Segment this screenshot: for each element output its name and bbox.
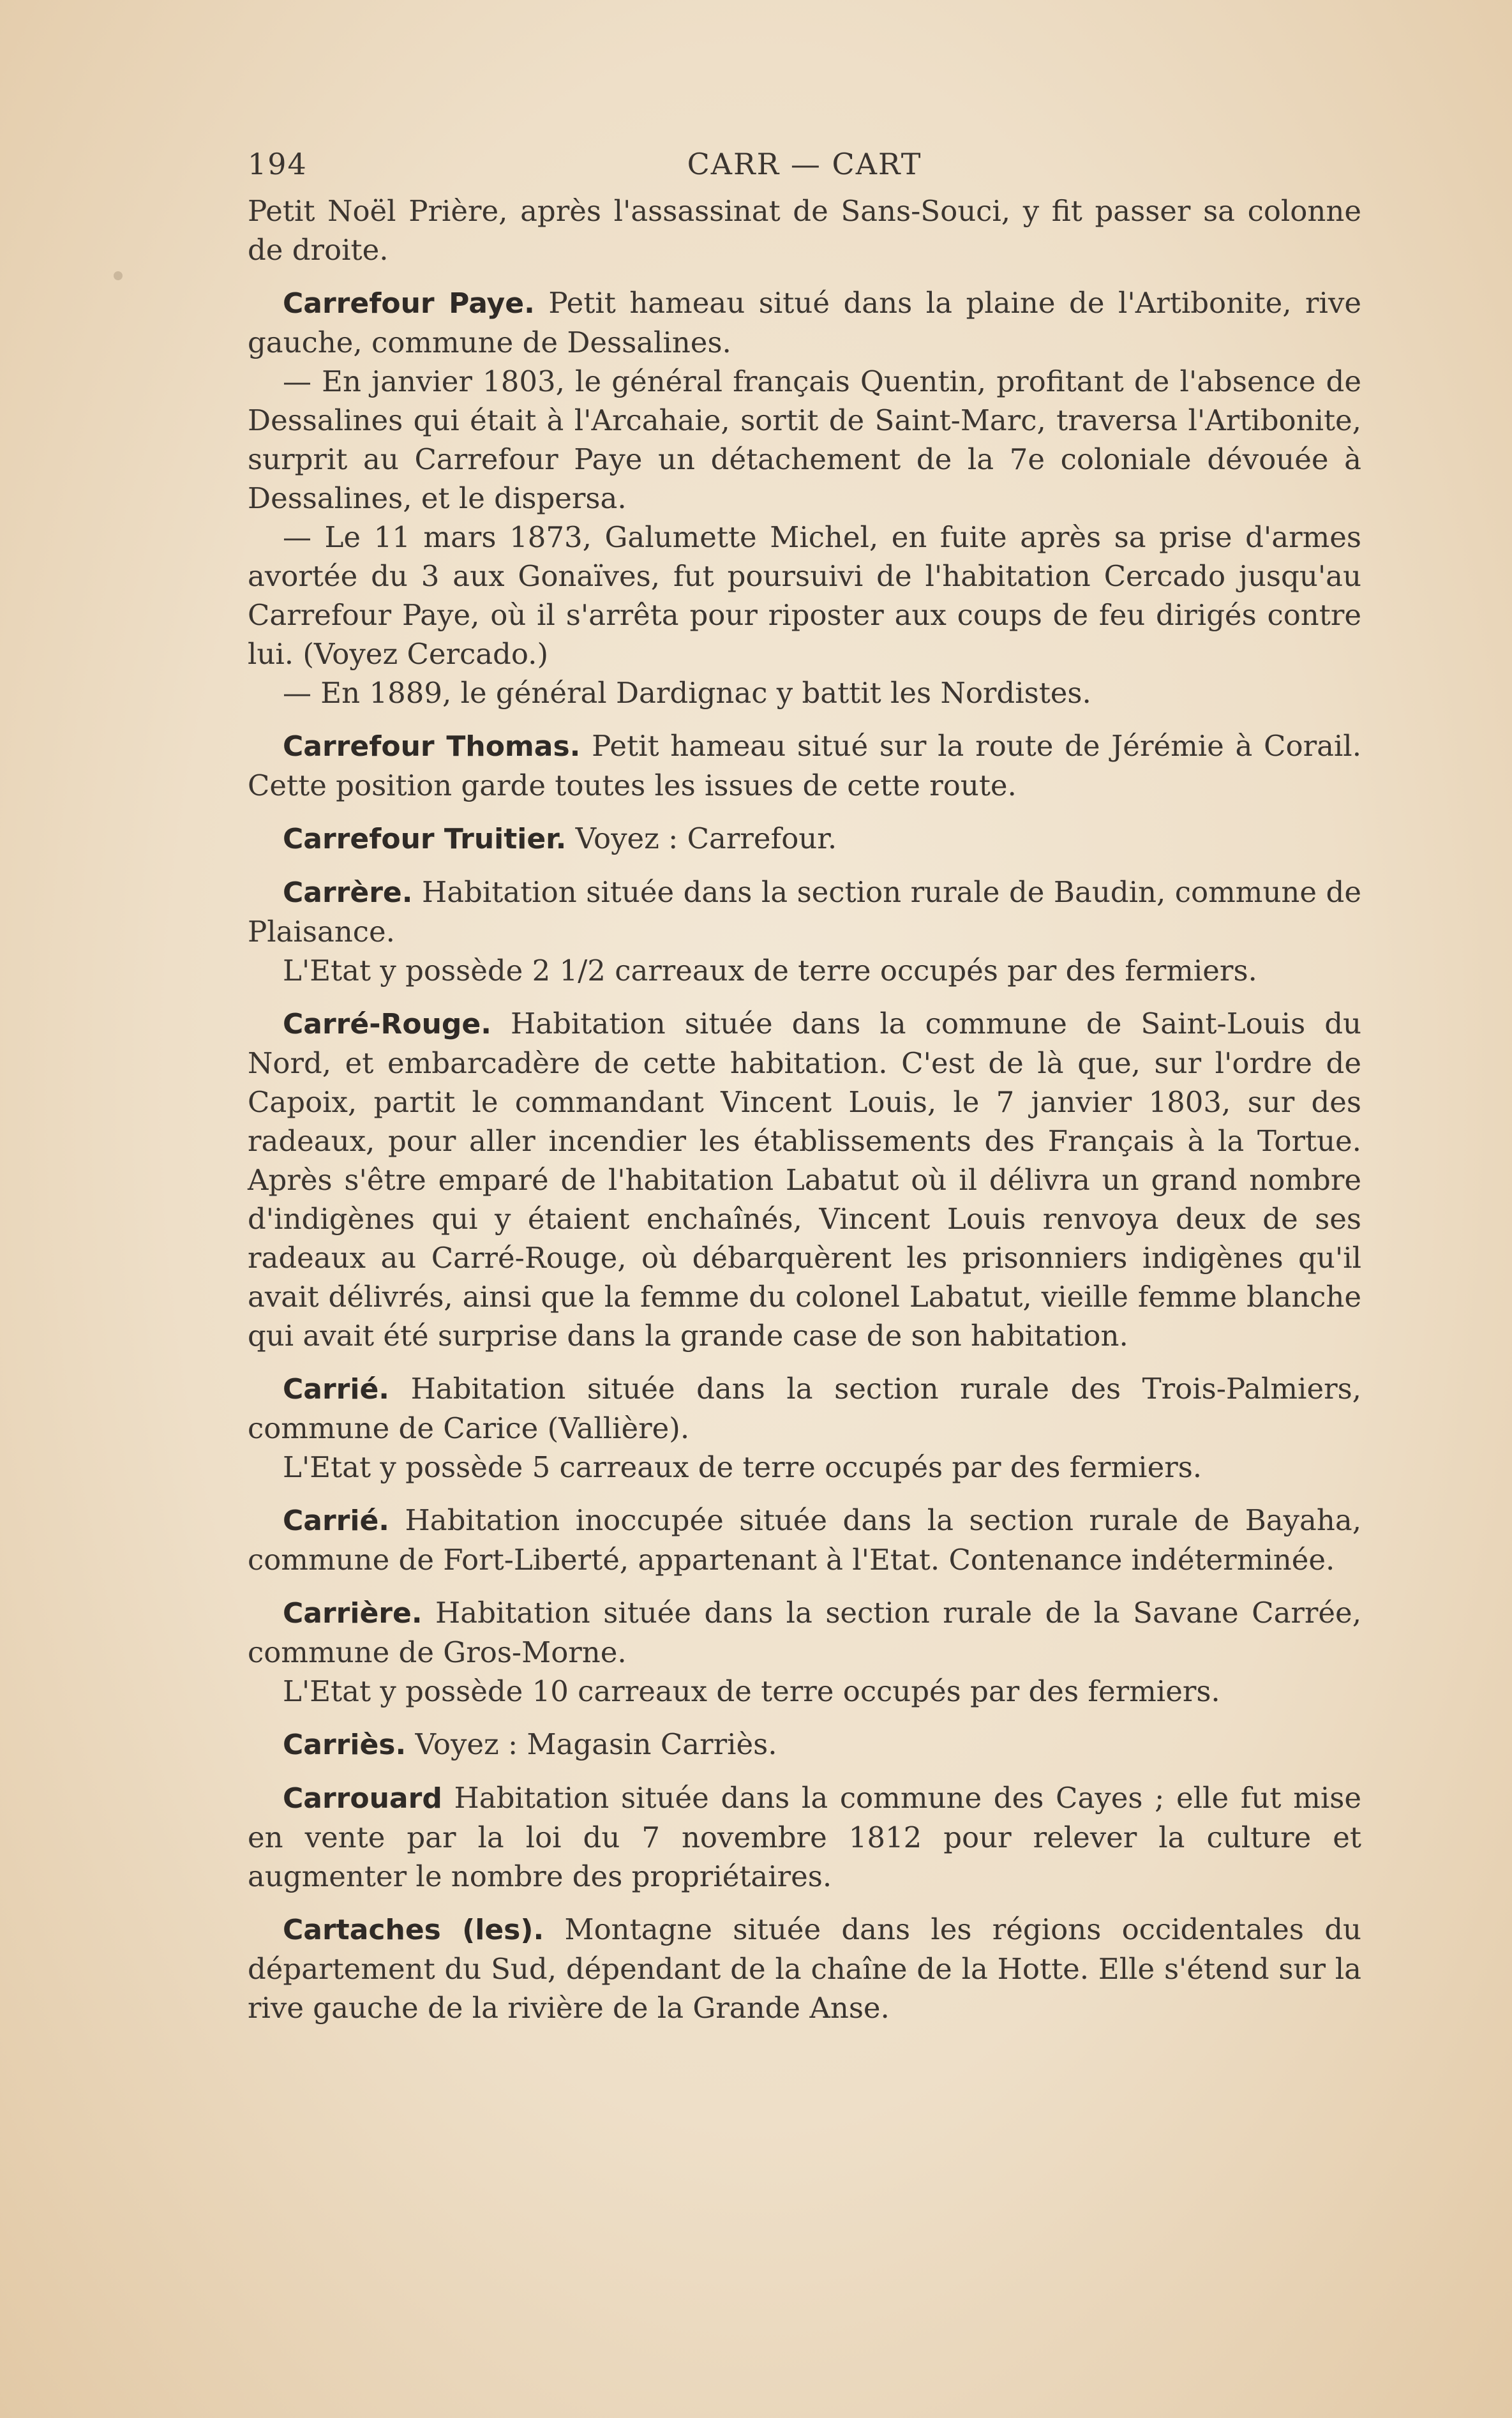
entry-text: Habitation située dans la section rurale des Trois-Palmiers, commune de Carice (Vallière). [248, 1372, 1361, 1445]
entry-definition [248, 1910, 1361, 2027]
entry-text: Habitation située dans la commune de Saint-Louis du Nord, et embarcadère de cette habitation. C'est de là que, sur l'ordre de Capoix, partit le commandant Vincent Louis, le 7 janvier 1803, sur des radeaux, pour aller incendier les établissements des Français à la Tortue. Après s'être emparé de l'habitation Labatut où il délivra un grand nombre d'indigènes qui y étaient enchaînés, Vincent Louis renvoya deux de ses radeaux au Carré-Rouge, où débarquèrent les prisonniers indigènes qu'il avait délivrés, ainsi que la femme du colonel Labatut, vieille femme blanche qui avait été surprise dans la grande case de son habitation. [248, 1007, 1361, 1353]
entry-headword: Cartaches (les). [283, 1914, 544, 1946]
text-block [248, 147, 1361, 2041]
entry-headword: Carriès. [283, 1729, 407, 1761]
dictionary-entry [248, 819, 1361, 859]
dictionary-entry [248, 1725, 1361, 1764]
entry-text: Habitation située dans la section rurale de Baudin, commune de Plaisance. [248, 875, 1361, 949]
entry-definition [248, 1778, 1361, 1896]
entry-text: Habitation située dans la commune des Cayes ; elle fut mise en vente par la loi du 7 novembre 1812 pour relever la culture et augmenter le nombre des propriétaires. [248, 1781, 1361, 1893]
entry-text: Habitation située dans la section rurale de la Savane Carrée, commune de Gros-Morne. [248, 1596, 1361, 1669]
page-number: 194 [248, 147, 308, 181]
entry-headword: Carrié. [283, 1505, 390, 1537]
entry-paragraph: L'Etat y possède 5 carreaux de terre occupés par des fermiers. [283, 1450, 1202, 1484]
dictionary-entries [248, 191, 1361, 2027]
entry-headword: Carré-Rouge. [283, 1008, 491, 1040]
entry-definition [248, 1369, 1361, 1448]
entry-definition [248, 1593, 1361, 1672]
entry-definition [248, 1501, 1361, 1579]
entry-headword: Carrière. [283, 1597, 423, 1630]
dictionary-entry [248, 726, 1361, 805]
entry-headword: Carrouard [283, 1782, 442, 1815]
entry-paragraph: L'Etat y possède 2 1/2 carreaux de terre occupés par des fermiers. [283, 954, 1257, 987]
dictionary-entry [248, 191, 1361, 269]
dictionary-entry [248, 1910, 1361, 2027]
entry-definition [248, 1725, 1361, 1764]
entry-headword: Carrié. [283, 1373, 390, 1406]
entry-text: Voyez : Carrefour. [575, 822, 837, 855]
entry-text: Petit hameau situé sur la route de Jérémie à Corail. Cette position garde toutes les issues de cette route. [248, 729, 1362, 802]
entry-paragraph: — Le 11 mars 1873, Galumette Michel, en fuite après sa prise d'armes avortée du 3 aux Gonaïves, fut poursuivi de l'habitation Cercado jusqu'au Carrefour Paye, où il s'arrêta pour riposter aux coups de feu dirigés contre lui. (Voyez Cercado.) [248, 520, 1361, 671]
dictionary-entry [248, 283, 1361, 712]
entry-definition [248, 191, 1361, 269]
entry-headword: Carrefour Paye. [283, 287, 535, 320]
entry-paragraph: — En janvier 1803, le général français Quentin, profitant de l'absence de Dessalines qui était à l'Arcahaie, sortit de Saint-Marc, traversa l'Artibonite, surprit au Carrefour Paye un détachement de la 7e coloniale dévouée à Dessalines, et le dispersa. [248, 364, 1361, 515]
dictionary-entry [248, 873, 1361, 990]
entry-text: Habitation inoccupée située dans la section rurale de Bayaha, commune de Fort-Liberté, appartenant à l'Etat. Contenance indéterminée. [248, 1503, 1361, 1577]
entry-definition [248, 819, 1361, 859]
entry-headword: Carrère. [283, 876, 413, 909]
running-head [248, 147, 1361, 191]
paper-smudge [114, 271, 123, 280]
entry-text: Montagne située dans les régions occidentales du département du Sud, dépendant de la chaîne de la Hotte. Elle s'étend sur la rive gauche de la rivière de la Grande Anse. [248, 1912, 1361, 2025]
entry-headword: Carrefour Thomas. [283, 730, 581, 763]
running-title: CARR — CART [687, 147, 922, 181]
dictionary-entry [248, 1501, 1361, 1579]
entry-text: Petit hameau situé dans la plaine de l'Artibonite, rive gauche, commune de Dessalines. [248, 286, 1361, 359]
entry-headword: Carrefour Truitier. [283, 823, 567, 855]
entry-text: Petit Noël Prière, après l'assassinat de Sans-Souci, y fit passer sa colonne de droite. [248, 194, 1361, 267]
entry-text: Voyez : Magasin Carriès. [415, 1727, 777, 1761]
entry-definition [248, 1004, 1361, 1355]
entry-paragraph: L'Etat y possède 10 carreaux de terre occupés par des fermiers. [283, 1674, 1220, 1708]
entry-definition [248, 873, 1361, 951]
dictionary-entry [248, 1778, 1361, 1896]
dictionary-entry [248, 1369, 1361, 1487]
entry-definition [248, 726, 1361, 805]
entry-paragraph: — En 1889, le général Dardignac y battit les Nordistes. [283, 676, 1091, 710]
dictionary-entry [248, 1593, 1361, 1711]
dictionary-entry [248, 1004, 1361, 1355]
entry-definition [248, 283, 1361, 362]
